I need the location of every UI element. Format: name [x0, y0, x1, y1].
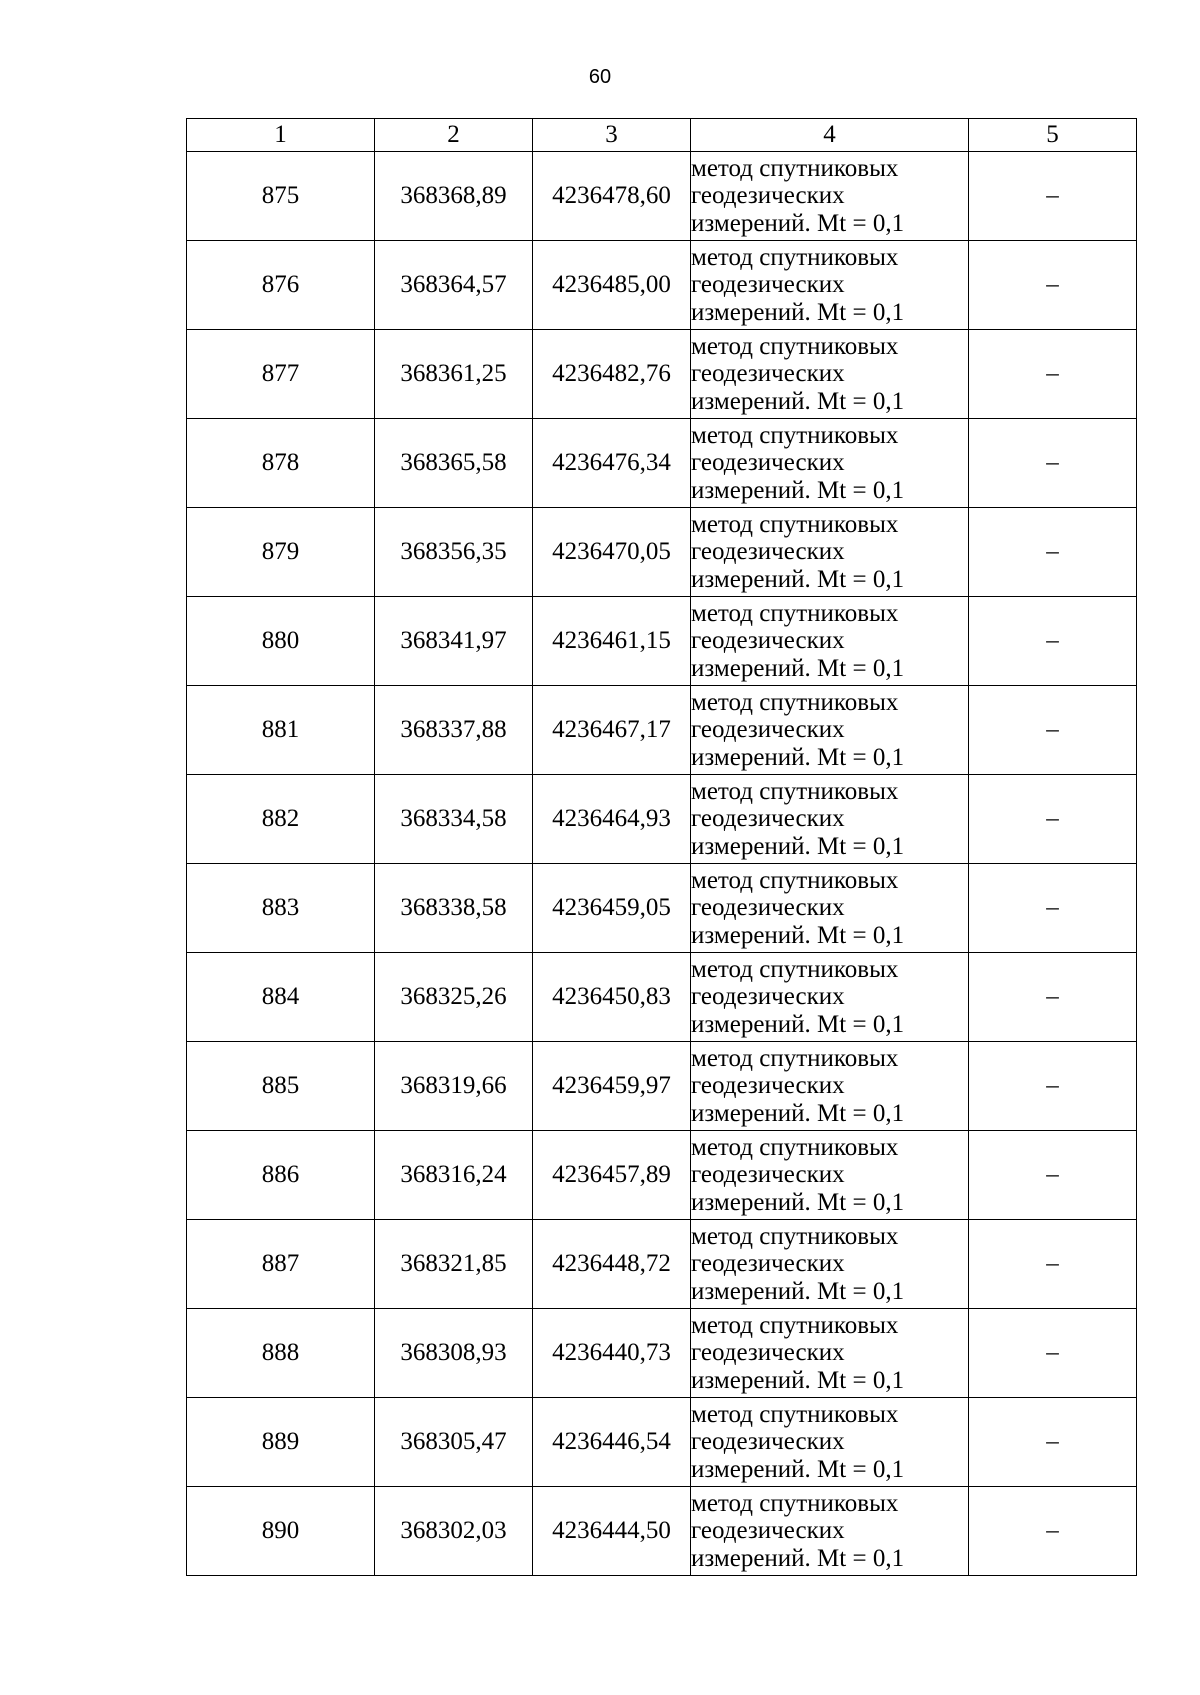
point-number-cell: 877 [187, 330, 375, 419]
method-text-line: метод спутниковых [691, 1044, 899, 1072]
method-text-line: метод спутниковых [691, 1133, 899, 1161]
table-row [187, 152, 1137, 241]
y-coordinate-cell: 4236482,76 [533, 330, 691, 419]
method-text-line: метод спутниковых [691, 243, 899, 271]
method-text-line: геодезических [691, 182, 845, 210]
point-number-cell: 880 [187, 597, 375, 686]
x-coordinate-cell: 368338,58 [375, 864, 533, 953]
table-body [187, 152, 1137, 1576]
point-number-cell: 890 [187, 1487, 375, 1576]
method-cell [691, 330, 969, 419]
method-text-line: измерений. Mt = 0,1 [691, 565, 905, 593]
method-cell [691, 241, 969, 330]
method-text-line: геодезических [691, 627, 845, 655]
empty-mark: – [1046, 1250, 1059, 1278]
point-number-cell: 879 [187, 508, 375, 597]
empty-mark: – [1046, 983, 1059, 1011]
method-text-line: геодезических [691, 1339, 845, 1367]
method-cell [691, 419, 969, 508]
column-5-cell [969, 953, 1137, 1042]
y-coordinate-cell: 4236440,73 [533, 1309, 691, 1398]
method-text-line: измерений. Mt = 0,1 [691, 1010, 905, 1038]
x-coordinate-cell: 368305,47 [375, 1398, 533, 1487]
column-header-5: 5 [969, 119, 1137, 152]
method-text-line: измерений. Mt = 0,1 [691, 298, 905, 326]
y-coordinate-cell: 4236459,97 [533, 1042, 691, 1131]
empty-mark: – [1046, 894, 1059, 922]
column-5-cell [969, 1042, 1137, 1131]
empty-mark: – [1046, 627, 1059, 655]
column-5-cell [969, 508, 1137, 597]
x-coordinate-cell: 368356,35 [375, 508, 533, 597]
method-cell [691, 864, 969, 953]
column-5-cell [969, 1398, 1137, 1487]
column-5-cell [969, 419, 1137, 508]
method-cell [691, 1398, 969, 1487]
empty-mark: – [1046, 538, 1059, 566]
column-5-cell [969, 597, 1137, 686]
empty-mark: – [1046, 1072, 1059, 1100]
table-row [187, 953, 1137, 1042]
x-coordinate-cell: 368341,97 [375, 597, 533, 686]
y-coordinate-cell: 4236478,60 [533, 152, 691, 241]
method-text-line: измерений. Mt = 0,1 [691, 209, 905, 237]
method-text-line: геодезических [691, 983, 845, 1011]
method-text-line: измерений. Mt = 0,1 [691, 921, 905, 949]
x-coordinate-cell: 368368,89 [375, 152, 533, 241]
table-row [187, 241, 1137, 330]
empty-mark: – [1046, 1339, 1059, 1367]
method-text-line: измерений. Mt = 0,1 [691, 743, 905, 771]
method-text-line: геодезических [691, 449, 845, 477]
column-header-3: 3 [533, 119, 691, 152]
empty-mark: – [1046, 449, 1059, 477]
point-number-cell: 889 [187, 1398, 375, 1487]
method-text-line: геодезических [691, 894, 845, 922]
method-text-line: метод спутниковых [691, 1311, 899, 1339]
table-row [187, 508, 1137, 597]
method-cell [691, 953, 969, 1042]
column-header-1: 1 [187, 119, 375, 152]
table-row [187, 1220, 1137, 1309]
method-text-line: метод спутниковых [691, 777, 899, 805]
point-number-cell: 887 [187, 1220, 375, 1309]
x-coordinate-cell: 368365,58 [375, 419, 533, 508]
column-5-cell [969, 1131, 1137, 1220]
point-number-cell: 882 [187, 775, 375, 864]
y-coordinate-cell: 4236457,89 [533, 1131, 691, 1220]
x-coordinate-cell: 368325,26 [375, 953, 533, 1042]
method-cell [691, 775, 969, 864]
table-row [187, 775, 1137, 864]
table-row [187, 1309, 1137, 1398]
column-5-cell [969, 241, 1137, 330]
x-coordinate-cell: 368364,57 [375, 241, 533, 330]
column-5-cell [969, 686, 1137, 775]
y-coordinate-cell: 4236476,34 [533, 419, 691, 508]
method-text-line: геодезических [691, 360, 845, 388]
empty-mark: – [1046, 360, 1059, 388]
table-row [187, 330, 1137, 419]
method-text-line: измерений. Mt = 0,1 [691, 654, 905, 682]
y-coordinate-cell: 4236448,72 [533, 1220, 691, 1309]
y-coordinate-cell: 4236470,05 [533, 508, 691, 597]
method-cell [691, 597, 969, 686]
method-cell [691, 1487, 969, 1576]
y-coordinate-cell: 4236461,15 [533, 597, 691, 686]
table-row [187, 686, 1137, 775]
empty-mark: – [1046, 805, 1059, 833]
x-coordinate-cell: 368361,25 [375, 330, 533, 419]
method-text-line: метод спутниковых [691, 332, 899, 360]
method-text-line: метод спутниковых [691, 510, 899, 538]
method-text-line: метод спутниковых [691, 1400, 899, 1428]
y-coordinate-cell: 4236444,50 [533, 1487, 691, 1576]
method-cell [691, 152, 969, 241]
method-cell [691, 1131, 969, 1220]
method-cell [691, 508, 969, 597]
method-text-line: метод спутниковых [691, 599, 899, 627]
table-row [187, 1398, 1137, 1487]
method-cell [691, 1309, 969, 1398]
page-number: 60 [588, 66, 612, 88]
method-text-line: измерений. Mt = 0,1 [691, 1455, 905, 1483]
x-coordinate-cell: 368319,66 [375, 1042, 533, 1131]
method-text-line: геодезических [691, 1161, 845, 1189]
point-number-cell: 881 [187, 686, 375, 775]
table-header-row [187, 119, 1137, 152]
point-number-cell: 886 [187, 1131, 375, 1220]
point-number-cell: 876 [187, 241, 375, 330]
y-coordinate-cell: 4236464,93 [533, 775, 691, 864]
column-header-4: 4 [691, 119, 969, 152]
empty-mark: – [1046, 1428, 1059, 1456]
table-row [187, 597, 1137, 686]
column-5-cell [969, 775, 1137, 864]
point-number-cell: 884 [187, 953, 375, 1042]
method-text-line: геодезических [691, 805, 845, 833]
table-row [187, 1042, 1137, 1131]
x-coordinate-cell: 368302,03 [375, 1487, 533, 1576]
method-text-line: геодезических [691, 538, 845, 566]
point-number-cell: 888 [187, 1309, 375, 1398]
empty-mark: – [1046, 716, 1059, 744]
column-5-cell [969, 330, 1137, 419]
method-text-line: метод спутниковых [691, 955, 899, 983]
method-cell [691, 1042, 969, 1131]
column-5-cell [969, 152, 1137, 241]
method-text-line: метод спутниковых [691, 1222, 899, 1250]
empty-mark: – [1046, 182, 1059, 210]
method-text-line: геодезических [691, 716, 845, 744]
method-text-line: метод спутниковых [691, 1489, 899, 1517]
method-text-line: измерений. Mt = 0,1 [691, 1099, 905, 1127]
table-row [187, 419, 1137, 508]
method-text-line: метод спутниковых [691, 866, 899, 894]
method-text-line: измерений. Mt = 0,1 [691, 1544, 905, 1572]
empty-mark: – [1046, 271, 1059, 299]
method-text-line: измерений. Mt = 0,1 [691, 1366, 905, 1394]
method-text-line: метод спутниковых [691, 421, 899, 449]
method-text-line: измерений. Mt = 0,1 [691, 832, 905, 860]
method-text-line: геодезических [691, 271, 845, 299]
y-coordinate-cell: 4236459,05 [533, 864, 691, 953]
point-number-cell: 875 [187, 152, 375, 241]
y-coordinate-cell: 4236485,00 [533, 241, 691, 330]
point-number-cell: 883 [187, 864, 375, 953]
method-text-line: измерений. Mt = 0,1 [691, 1188, 905, 1216]
method-text-line: геодезических [691, 1072, 845, 1100]
column-5-cell [969, 1487, 1137, 1576]
column-header-2: 2 [375, 119, 533, 152]
y-coordinate-cell: 4236467,17 [533, 686, 691, 775]
method-text-line: геодезических [691, 1428, 845, 1456]
x-coordinate-cell: 368337,88 [375, 686, 533, 775]
point-number-cell: 878 [187, 419, 375, 508]
x-coordinate-cell: 368316,24 [375, 1131, 533, 1220]
method-cell [691, 686, 969, 775]
x-coordinate-cell: 368334,58 [375, 775, 533, 864]
empty-mark: – [1046, 1161, 1059, 1189]
empty-mark: – [1046, 1517, 1059, 1545]
method-text-line: метод спутниковых [691, 154, 899, 182]
method-text-line: геодезических [691, 1250, 845, 1278]
method-text-line: измерений. Mt = 0,1 [691, 1277, 905, 1305]
table-row [187, 1131, 1137, 1220]
method-text-line: геодезических [691, 1517, 845, 1545]
column-5-cell [969, 1309, 1137, 1398]
x-coordinate-cell: 368308,93 [375, 1309, 533, 1398]
column-5-cell [969, 864, 1137, 953]
y-coordinate-cell: 4236450,83 [533, 953, 691, 1042]
table-row [187, 1487, 1137, 1576]
method-text-line: метод спутниковых [691, 688, 899, 716]
table-row [187, 864, 1137, 953]
column-5-cell [969, 1220, 1137, 1309]
method-text-line: измерений. Mt = 0,1 [691, 387, 905, 415]
method-text-line: измерений. Mt = 0,1 [691, 476, 905, 504]
coordinates-table [186, 118, 1137, 1576]
x-coordinate-cell: 368321,85 [375, 1220, 533, 1309]
point-number-cell: 885 [187, 1042, 375, 1131]
y-coordinate-cell: 4236446,54 [533, 1398, 691, 1487]
method-cell [691, 1220, 969, 1309]
